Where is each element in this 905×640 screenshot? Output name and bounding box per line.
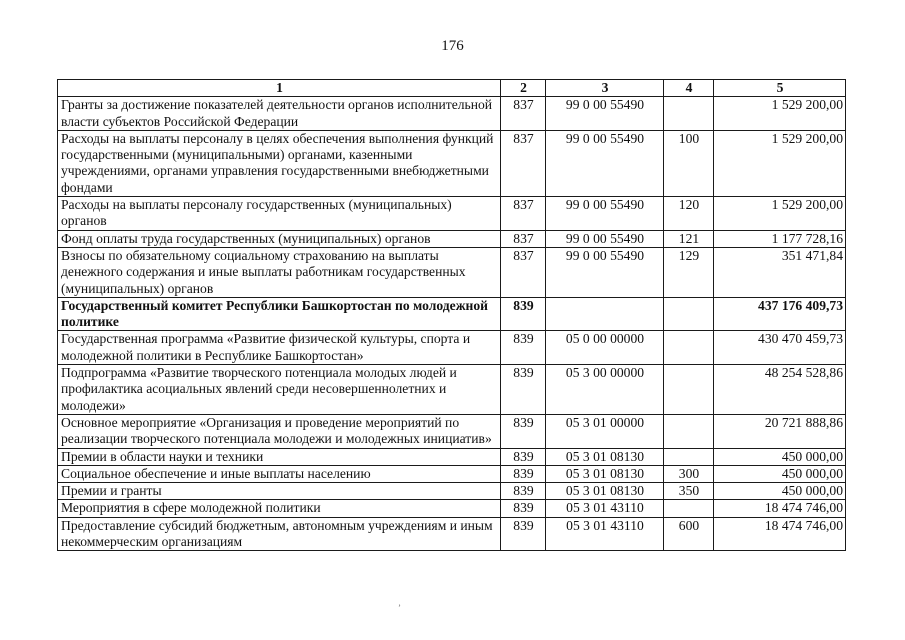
budget-table bbox=[57, 79, 846, 551]
row-dept-cell: 837 bbox=[501, 97, 546, 131]
row-amount-cell: 1 529 200,00 bbox=[714, 130, 846, 196]
table-row bbox=[58, 414, 846, 448]
row-amount-cell: 20 721 888,86 bbox=[714, 414, 846, 448]
row-vr-cell bbox=[664, 331, 714, 365]
row-csr-cell: 05 3 00 00000 bbox=[546, 365, 664, 415]
row-dept-cell: 839 bbox=[501, 365, 546, 415]
row-csr-cell: 05 3 01 43110 bbox=[546, 517, 664, 551]
row-csr-cell: 05 3 01 43110 bbox=[546, 500, 664, 517]
row-dept-cell: 839 bbox=[501, 500, 546, 517]
table-row bbox=[58, 448, 846, 465]
table-row bbox=[58, 247, 846, 297]
column-header-csr: 3 bbox=[546, 80, 664, 97]
row-csr-cell: 99 0 00 55490 bbox=[546, 230, 664, 247]
row-dept-cell: 837 bbox=[501, 130, 546, 196]
table-row bbox=[58, 331, 846, 365]
column-header-amount: 5 bbox=[714, 80, 846, 97]
table-body bbox=[58, 97, 846, 551]
row-name-cell: Социальное обеспечение и иные выплаты населению bbox=[58, 465, 501, 482]
row-vr-cell bbox=[664, 414, 714, 448]
table-header-row bbox=[58, 80, 846, 97]
row-amount-cell: 450 000,00 bbox=[714, 483, 846, 500]
row-vr-cell: 129 bbox=[664, 247, 714, 297]
row-csr-cell: 99 0 00 55490 bbox=[546, 130, 664, 196]
row-dept-cell: 839 bbox=[501, 517, 546, 551]
row-vr-cell bbox=[664, 365, 714, 415]
table-row bbox=[58, 465, 846, 482]
row-name-cell: Расходы на выплаты персоналу в целях обеспечения выполнения функций государственными (муниципальными) органами, казенными учреждениями, органами управления государственными внебюджетными фондами bbox=[58, 130, 501, 196]
row-amount-cell: 437 176 409,73 bbox=[714, 297, 846, 331]
table-row bbox=[58, 365, 846, 415]
row-name-cell: Государственная программа «Развитие физической культуры, спорта и молодежной политики в Республике Башкортостан» bbox=[58, 331, 501, 365]
page-number: 176 bbox=[441, 38, 464, 54]
row-vr-cell: 121 bbox=[664, 230, 714, 247]
row-csr-cell: 99 0 00 55490 bbox=[546, 247, 664, 297]
row-csr-cell: 05 3 01 08130 bbox=[546, 465, 664, 482]
row-amount-cell: 18 474 746,00 bbox=[714, 517, 846, 551]
row-vr-cell: 300 bbox=[664, 465, 714, 482]
column-header-name: 1 bbox=[58, 80, 501, 97]
row-amount-cell: 1 177 728,16 bbox=[714, 230, 846, 247]
row-vr-cell bbox=[664, 297, 714, 331]
row-amount-cell: 430 470 459,73 bbox=[714, 331, 846, 365]
row-csr-cell: 05 3 01 08130 bbox=[546, 448, 664, 465]
row-dept-cell: 839 bbox=[501, 414, 546, 448]
row-csr-cell: 05 3 01 08130 bbox=[546, 483, 664, 500]
row-dept-cell: 837 bbox=[501, 230, 546, 247]
row-dept-cell: 837 bbox=[501, 197, 546, 231]
row-name-cell: Премии и гранты bbox=[58, 483, 501, 500]
row-amount-cell: 450 000,00 bbox=[714, 448, 846, 465]
row-dept-cell: 839 bbox=[501, 483, 546, 500]
row-dept-cell: 837 bbox=[501, 247, 546, 297]
row-vr-cell bbox=[664, 448, 714, 465]
row-name-cell: Расходы на выплаты персоналу государственных (муниципальных) органов bbox=[58, 197, 501, 231]
row-csr-cell: 99 0 00 55490 bbox=[546, 197, 664, 231]
row-vr-cell: 120 bbox=[664, 197, 714, 231]
row-dept-cell: 839 bbox=[501, 331, 546, 365]
row-name-cell: Подпрограмма «Развитие творческого потенциала молодых людей и профилактика асоциальных явлений среди несовершеннолетних и молодежи» bbox=[58, 365, 501, 415]
row-name-cell: Предоставление субсидий бюджетным, автономным учреждениям и иным некоммерческим организациям bbox=[58, 517, 501, 551]
row-name-cell: Взносы по обязательному социальному страхованию на выплаты денежного содержания и иные выплаты работникам государственных (муниципальных) органов bbox=[58, 247, 501, 297]
row-amount-cell: 1 529 200,00 bbox=[714, 97, 846, 131]
row-name-cell: Гранты за достижение показателей деятельности органов исполнительной власти субъектов Российской Федерации bbox=[58, 97, 501, 131]
row-vr-cell: 350 bbox=[664, 483, 714, 500]
row-name-cell: Государственный комитет Республики Башкортостан по молодежной политике bbox=[58, 297, 501, 331]
row-vr-cell bbox=[664, 97, 714, 131]
column-header-dept: 2 bbox=[501, 80, 546, 97]
table-row bbox=[58, 97, 846, 131]
row-csr-cell: 99 0 00 55490 bbox=[546, 97, 664, 131]
table-row bbox=[58, 297, 846, 331]
row-amount-cell: 48 254 528,86 bbox=[714, 365, 846, 415]
row-csr-cell: 05 3 01 00000 bbox=[546, 414, 664, 448]
scan-speck: ʼ bbox=[398, 603, 401, 613]
row-vr-cell bbox=[664, 500, 714, 517]
row-csr-cell bbox=[546, 297, 664, 331]
table-row bbox=[58, 197, 846, 231]
table-row bbox=[58, 517, 846, 551]
row-dept-cell: 839 bbox=[501, 465, 546, 482]
table-row bbox=[58, 230, 846, 247]
row-dept-cell: 839 bbox=[501, 448, 546, 465]
table-row bbox=[58, 500, 846, 517]
table-row bbox=[58, 483, 846, 500]
row-amount-cell: 1 529 200,00 bbox=[714, 197, 846, 231]
row-name-cell: Основное мероприятие «Организация и проведение мероприятий по реализации творческого потенциала молодежи и молодежных инициатив» bbox=[58, 414, 501, 448]
row-vr-cell: 100 bbox=[664, 130, 714, 196]
row-dept-cell: 839 bbox=[501, 297, 546, 331]
row-name-cell: Премии в области науки и техники bbox=[58, 448, 501, 465]
column-header-vr: 4 bbox=[664, 80, 714, 97]
row-amount-cell: 450 000,00 bbox=[714, 465, 846, 482]
row-csr-cell: 05 0 00 00000 bbox=[546, 331, 664, 365]
row-name-cell: Мероприятия в сфере молодежной политики bbox=[58, 500, 501, 517]
row-amount-cell: 18 474 746,00 bbox=[714, 500, 846, 517]
row-name-cell: Фонд оплаты труда государственных (муниципальных) органов bbox=[58, 230, 501, 247]
row-vr-cell: 600 bbox=[664, 517, 714, 551]
table-row bbox=[58, 130, 846, 196]
row-amount-cell: 351 471,84 bbox=[714, 247, 846, 297]
